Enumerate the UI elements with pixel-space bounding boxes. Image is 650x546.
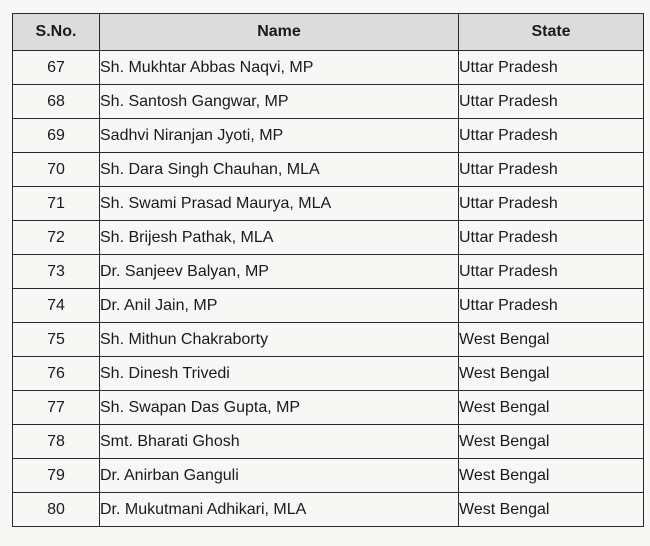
table-body xyxy=(13,51,644,527)
table-row xyxy=(13,425,644,459)
table-row xyxy=(13,153,644,187)
sno-cell: 80 xyxy=(13,493,100,527)
sno-cell: 73 xyxy=(13,255,100,289)
state-cell: West Bengal xyxy=(459,459,644,493)
table-row xyxy=(13,493,644,527)
table-row xyxy=(13,357,644,391)
state-cell: West Bengal xyxy=(459,357,644,391)
table-row xyxy=(13,51,644,85)
roster-table xyxy=(12,13,644,527)
name-cell: Dr. Mukutmani Adhikari, MLA xyxy=(100,493,459,527)
state-cell: Uttar Pradesh xyxy=(459,289,644,323)
sno-cell: 75 xyxy=(13,323,100,357)
state-cell: West Bengal xyxy=(459,323,644,357)
sno-cell: 78 xyxy=(13,425,100,459)
sno-cell: 79 xyxy=(13,459,100,493)
header-state: State xyxy=(459,14,644,51)
table-row xyxy=(13,391,644,425)
sno-cell: 74 xyxy=(13,289,100,323)
name-cell: Sh. Mithun Chakraborty xyxy=(100,323,459,357)
name-cell: Sh. Swapan Das Gupta, MP xyxy=(100,391,459,425)
table-row xyxy=(13,187,644,221)
sno-cell: 69 xyxy=(13,119,100,153)
state-cell: Uttar Pradesh xyxy=(459,153,644,187)
name-cell: Sh. Santosh Gangwar, MP xyxy=(100,85,459,119)
name-cell: Sh. Dinesh Trivedi xyxy=(100,357,459,391)
sno-cell: 76 xyxy=(13,357,100,391)
name-cell: Sadhvi Niranjan Jyoti, MP xyxy=(100,119,459,153)
state-cell: Uttar Pradesh xyxy=(459,221,644,255)
sno-cell: 68 xyxy=(13,85,100,119)
name-cell: Dr. Anirban Ganguli xyxy=(100,459,459,493)
name-cell: Sh. Mukhtar Abbas Naqvi, MP xyxy=(100,51,459,85)
table-row xyxy=(13,459,644,493)
name-cell: Smt. Bharati Ghosh xyxy=(100,425,459,459)
sno-cell: 72 xyxy=(13,221,100,255)
state-cell: Uttar Pradesh xyxy=(459,187,644,221)
table-row xyxy=(13,221,644,255)
table-row xyxy=(13,85,644,119)
table-header xyxy=(13,14,644,51)
sno-cell: 70 xyxy=(13,153,100,187)
sno-cell: 77 xyxy=(13,391,100,425)
header-row xyxy=(13,14,644,51)
state-cell: West Bengal xyxy=(459,391,644,425)
state-cell: Uttar Pradesh xyxy=(459,119,644,153)
name-cell: Dr. Anil Jain, MP xyxy=(100,289,459,323)
state-cell: Uttar Pradesh xyxy=(459,255,644,289)
table-row xyxy=(13,289,644,323)
state-cell: Uttar Pradesh xyxy=(459,51,644,85)
name-cell: Sh. Dara Singh Chauhan, MLA xyxy=(100,153,459,187)
table-row xyxy=(13,255,644,289)
header-name: Name xyxy=(100,14,459,51)
sno-cell: 67 xyxy=(13,51,100,85)
name-cell: Sh. Brijesh Pathak, MLA xyxy=(100,221,459,255)
state-cell: West Bengal xyxy=(459,425,644,459)
state-cell: West Bengal xyxy=(459,493,644,527)
state-cell: Uttar Pradesh xyxy=(459,85,644,119)
table-row xyxy=(13,119,644,153)
name-cell: Dr. Sanjeev Balyan, MP xyxy=(100,255,459,289)
table-row xyxy=(13,323,644,357)
name-cell: Sh. Swami Prasad Maurya, MLA xyxy=(100,187,459,221)
header-sno: S.No. xyxy=(13,14,100,51)
sno-cell: 71 xyxy=(13,187,100,221)
